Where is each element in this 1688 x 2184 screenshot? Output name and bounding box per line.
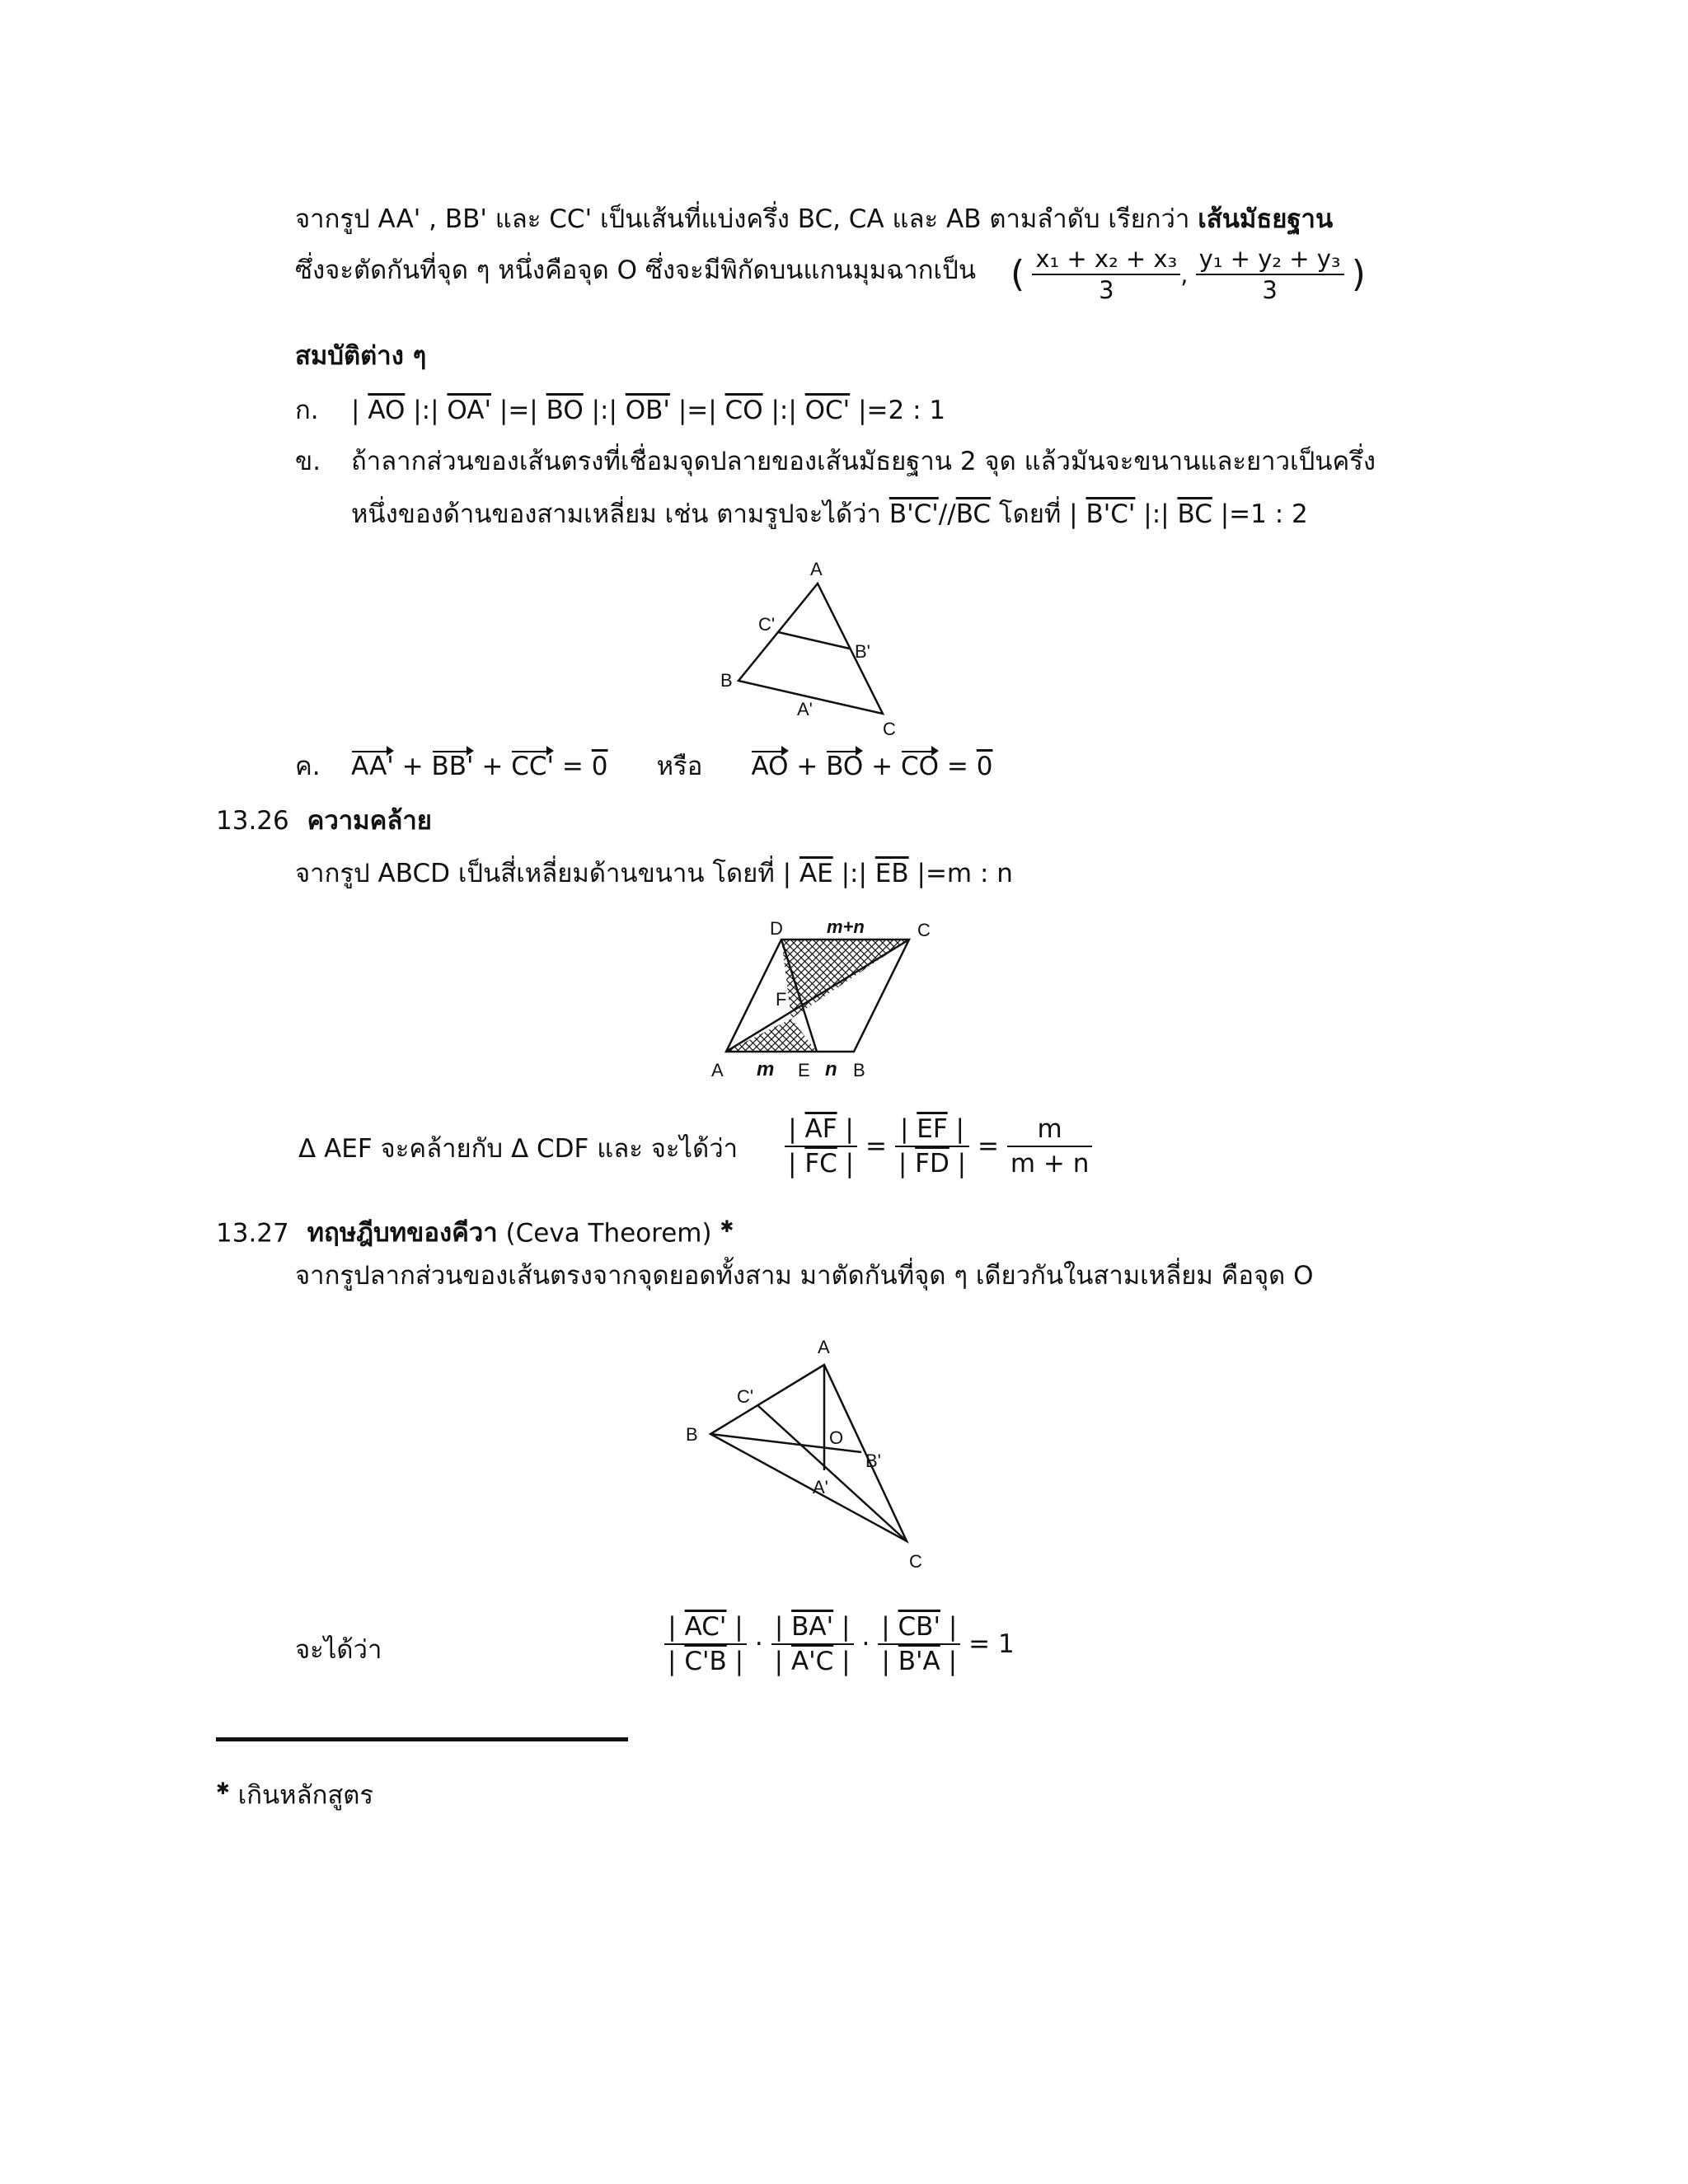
section-13-27-number: 13.27 (216, 1218, 289, 1249)
centroid-intro-text: ซึ่งจะตัดกันที่จุด ๆ หนึ่งคือจุด O ซึ่งจะมีพิกัดบนแกนมุมฉากเป็น (295, 255, 977, 285)
property-a (295, 394, 319, 427)
fig3-label-c1: C' (737, 1386, 754, 1407)
cevian-c-c1 (757, 1405, 907, 1541)
parallelogram-intro: จากรูป ABCD เป็นสี่เหลี่ยมด้านขนาน โดยที่ | $\overline{AE}$ |:| $\overline{EB}$ |=m : n (295, 859, 1013, 888)
ratio-denominator-mn: m + n (1010, 1149, 1090, 1179)
median-intro-text: จากรูป AA' , BB' และ CC' เป็นเส้นที่แบ่งครึ่ง BC, CA และ AB ตามลำดับ เรียกว่า (295, 204, 1190, 234)
centroid-y-numerator: y₁ + y₂ + y₃ (1196, 244, 1344, 275)
parallelogram-intro-text: จากรูป ABCD เป็นสี่เหลี่ยมด้านขนาน โดยที่ (295, 859, 775, 888)
property-b-ratio: 1 : 2 (1250, 499, 1308, 529)
property-c-marker: ค. (295, 752, 321, 781)
section-13-26-heading (216, 804, 432, 837)
property-b-where: โดยที่ (998, 499, 1062, 529)
section-13-26-number: 13.26 (216, 806, 289, 836)
footnote-rule (216, 1737, 628, 1741)
footnote-text: เกินหลักสูตร (237, 1780, 374, 1811)
properties-heading: สมบัติต่าง ๆ (295, 341, 427, 371)
fig1-label-c1: C' (758, 614, 776, 635)
property-a-ratio: 2 : 1 (888, 396, 946, 425)
ratio-numerator-m: m (1007, 1113, 1093, 1147)
median-term: เส้นมัธยฐาน (1198, 204, 1334, 234)
property-b-line1: ถ้าลากส่วนของเส้นตรงที่เชื่อมจุดปลายของเส้นมัธยฐาน 2 จุด แล้วมันจะขนานและยาวเป็นครึ่ง (351, 447, 1376, 476)
section-13-27-heading (216, 1210, 734, 1249)
median-triangle-figure (709, 552, 923, 742)
fig1-label-b1: B' (855, 641, 870, 662)
fig3-label-c: C (909, 1551, 922, 1572)
zero-vector: 0 (591, 752, 608, 781)
similarity-text-1: AEF จะคล้ายกับ (324, 1134, 504, 1164)
section-13-27-title: ทฤษฎีบทของคีวา (307, 1218, 498, 1249)
fig2-label-d: D (770, 918, 783, 939)
midline-c1-b1 (778, 632, 850, 649)
fig2-label-e: E (798, 1060, 810, 1080)
section-13-26-title: ความคล้าย (307, 806, 432, 836)
centroid-y-denominator: 3 (1262, 276, 1278, 304)
fig1-label-b: B (720, 670, 733, 691)
median-intro-line2 (295, 254, 976, 287)
fig2-label-mn: m+n (827, 916, 865, 937)
fig3-label-o: O (829, 1427, 844, 1448)
footnote (216, 1772, 373, 1811)
ceva-result-label: จะได้ว่า (295, 1635, 382, 1665)
fig2-label-n: n (825, 1058, 837, 1080)
property-c-formula: AA' + BB' + CC' = 0 หรือ AO + BO + CO = 0 (351, 752, 993, 781)
fig2-label-f: F (776, 989, 787, 1010)
fig2-label-c: C (917, 920, 931, 940)
ceva-formula: $\frac{| AC' |}{| C'B |}$ · $\frac{| BA' |}{| A'C |}$ · $\frac{| CB' |}{| B'A |}$ = 1 (664, 1610, 1015, 1678)
property-a-marker: ก. (295, 396, 319, 425)
fig3-label-a: A (818, 1337, 830, 1357)
zero-vector-2: 0 (976, 752, 993, 781)
property-c-or: หรือ (656, 752, 703, 781)
similarity-text-2: CDF และ จะได้ว่า (537, 1134, 738, 1164)
fig1-label-a1: A' (797, 699, 813, 719)
parallelogram-figure (705, 913, 952, 1086)
centroid-coordinates: ( $\frac{\text{x₁ + x₂ + x₃}}{3}$ , $\frac{\text{y₁ + y₂ + y₃}}{3}$ ) (1010, 245, 1366, 304)
fig3-label-a1: A' (813, 1477, 828, 1497)
ae-eb-ratio: m : n (946, 859, 1013, 888)
fig2-label-m: m (757, 1058, 775, 1080)
fig2-label-a: A (711, 1060, 724, 1080)
fig1-label-c: C (883, 719, 896, 739)
median-intro-line1 (295, 203, 1333, 236)
property-a-formula: | $\overline{AO}$ |:| OA' |=| $\overline{BO}$ |:| OB' |=| $\overline{CO}$ |:| OC' |=2 : 1 (351, 396, 946, 425)
centroid-x-numerator: x₁ + x₂ + x₃ (1032, 244, 1180, 275)
ceva-result-value: = 1 (968, 1629, 1015, 1659)
similarity-ratio-formula: $\frac{| \overline{AF} |}{| \overline{FC} |}$ = $\frac{| \overline{EF} |}{| \overline{FD} |}$ = $\frac{m}{m + n}$ (785, 1113, 1092, 1180)
fig3-label-b: B (686, 1424, 698, 1445)
footnote-mark: ✱ (216, 1779, 230, 1798)
fig1-label-a: A (810, 559, 823, 579)
centroid-x-fraction (1032, 244, 1180, 305)
fig3-label-b1: B' (865, 1451, 881, 1471)
property-b-marker: ข. (295, 447, 321, 476)
centroid-y-fraction (1196, 244, 1344, 305)
fig2-label-b: B (853, 1060, 865, 1080)
property-b-text: หนึ่งของด้านของสามเหลี่ยม เช่น ตามรูปจะได้ว่า (351, 499, 881, 529)
ceva-triangle-figure (676, 1335, 948, 1582)
centroid-x-denominator: 3 (1099, 276, 1114, 304)
similarity-statement: Δ AEF จะคล้ายกับ Δ CDF และ จะได้ว่า (298, 1134, 738, 1164)
footnote-reference-mark: ✱ (720, 1216, 734, 1236)
ceva-intro: จากรูปลากส่วนของเส้นตรงจากจุดยอดทั้งสาม มาตัดกันที่จุด ๆ เดียวกันในสามเหลี่ยม คือจุด O (295, 1261, 1314, 1291)
section-13-27-title-en: (Ceva Theorem) (505, 1218, 712, 1249)
property-b-line2: หนึ่งของด้านของสามเหลี่ยม เช่น ตามรูปจะได้ว่า $B'C'//\overline{BC}$ โดยที่ | B'C' |:| $\overline{BC}$ |=1 : 2 (351, 499, 1308, 529)
